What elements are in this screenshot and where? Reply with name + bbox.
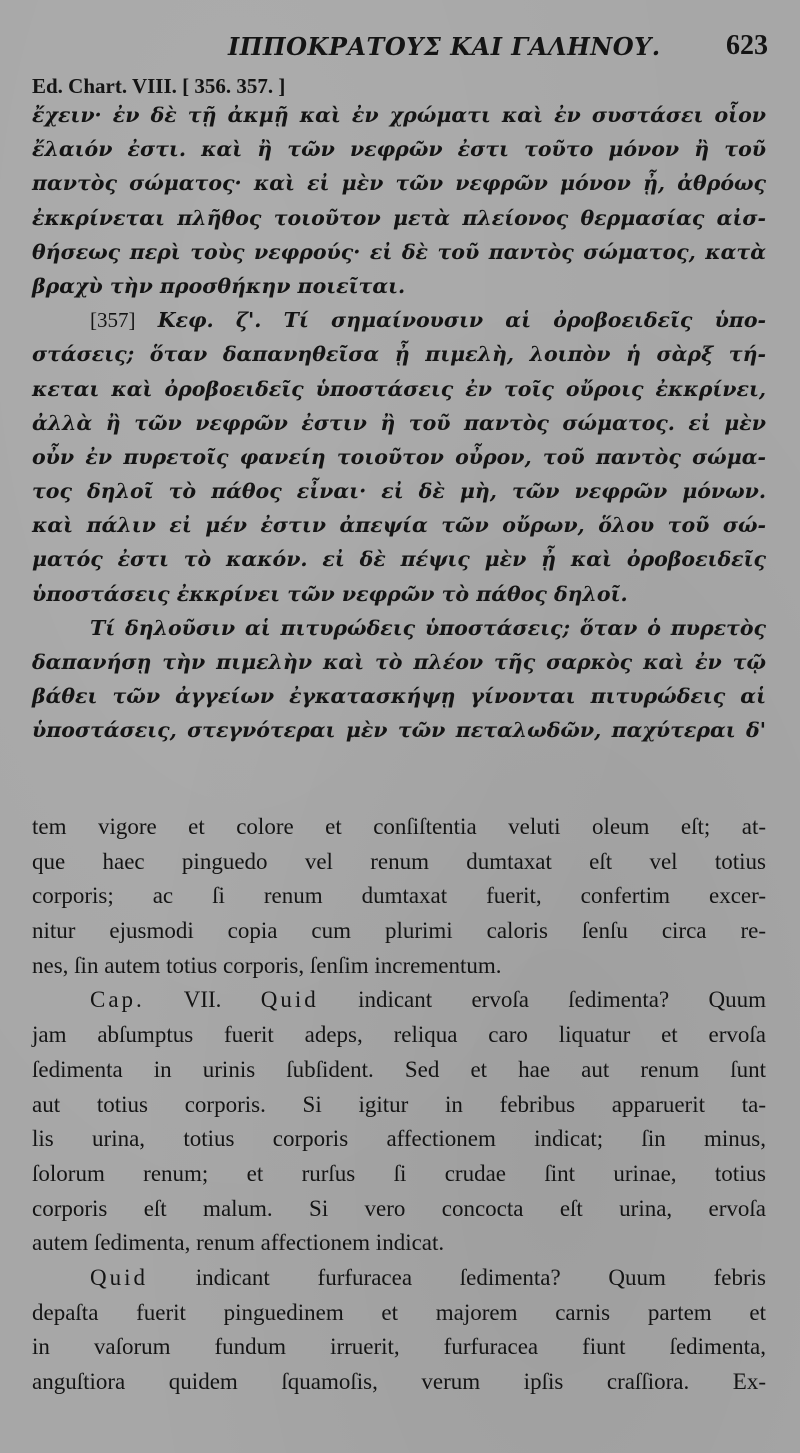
latin-line: ſolorum renum; et rurſus ſi crudae ſint urinae, totius [32, 1160, 766, 1186]
latin-line: nes, ſin autem totius corporis, ſenſim incrementum. [32, 952, 502, 978]
chapter-number: VII. [144, 987, 261, 1013]
greek-line: καὶ πάλιν εἰ μέν ἐστιν ἀπεψία τῶν οὔρων, ὅλου τοῦ σώ- [32, 513, 766, 538]
page-reference-marker: [357] [90, 308, 136, 333]
greek-text-block [32, 98, 766, 748]
edition-reference: Ed. Chart. VIII. [ 356. 357. ] [32, 74, 286, 98]
chapter-label: Cap. [90, 987, 145, 1013]
greek-line: ἔλαιόν ἐστι. καὶ ἢ τῶν νεφρῶν ἐστι τοῦτο μόνον ἢ τοῦ [32, 137, 766, 162]
latin-chapter-heading-line [32, 983, 766, 1018]
latin-text-block [32, 810, 766, 1400]
greek-line: Τί δηλοῦσιν αἱ πιτυρώδεις ὑποστάσεις; ὅταν ὁ πυρετὸς [90, 615, 766, 640]
latin-line: corporis eſt malum. Si vero concocta eſt urina, ervoſa [32, 1195, 766, 1221]
greek-line: παντὸς σώματος· καὶ εἰ μὲν τῶν νεφρῶν μόνον ᾖ, ἀθρόως [32, 171, 766, 196]
greek-line: θήσεως περὶ τοὺς νεφρούς· εἰ δὲ τοῦ παντὸς σώματος, κατὰ [32, 239, 766, 264]
latin-line: autem ſedimenta, renum affectionem indicat. [32, 1230, 445, 1256]
latin-line: nitur ejusmodi copia cum plurimi caloris ſenſu circa re- [32, 918, 766, 944]
greek-line: στάσεις; ὅταν δαπανηθεῖσα ᾖ πιμελὴ, λοιπὸν ἡ σὰρξ τή- [32, 342, 766, 367]
greek-line: ὑποστάσεις, στεγνότεραι μὲν τῶν πεταλωδῶν, παχύτεραι δ' [32, 718, 766, 743]
question-lead-word: Quid [90, 1264, 148, 1290]
greek-line: βραχὺ τὴν προσθήκην ποιεῖται. [32, 273, 406, 298]
question-text: indicant ervoſa ſedimenta? Quum [318, 987, 766, 1013]
greek-chapter-heading-line [32, 303, 766, 337]
latin-line: anguſtiora quidem ſquamoſis, verum ipſis craſſiora. Ex- [32, 1369, 766, 1394]
latin-line: que haec pinguedo vel renum dumtaxat eſt vel totius [32, 848, 766, 874]
greek-line: δαπανήσῃ τὴν πιμελὴν καὶ τὸ πλέον τῆς σαρκὸς καὶ ἐν τῷ [32, 650, 766, 674]
greek-line: τος δηλοῖ τὸ πάθος εἶναι· εἰ δὲ μὴ, τῶν νεφρῶν μόνων. [32, 479, 766, 504]
greek-line: ἔχειν· ἐν δὲ τῇ ἀκμῇ καὶ ἐν χρώματι καὶ ἐν συστάσει οἷον [32, 103, 766, 127]
latin-line: ſedimenta in urinis ſubſident. Sed et hae aut renum ſunt [32, 1056, 766, 1082]
greek-line: οὖν ἐν πυρετοῖς φανείη τοιοῦτον οὖρον, τοῦ παντὸς σώμα- [32, 444, 766, 469]
greek-line: ἐκκρίνεται πλῆθος τοιοῦτον μετὰ πλείονος θερμασίας αἰσ- [32, 205, 766, 230]
greek-chapter-text: Κεφ. ζ'. Τί σημαίνουσιν αἱ ὀροβοειδεῖς ὑπο- [157, 308, 766, 333]
latin-line: corporis; ac ſi renum dumtaxat fuerit, confertim excer- [32, 883, 766, 909]
latin-line: aut totius corporis. Si igitur in febribus apparuerit ta- [32, 1091, 766, 1117]
greek-line: κεται καὶ ὀροβοειδεῖς ὑποστάσεις ἐν τοῖς οὔροις ἐκκρίνει, [32, 376, 766, 401]
question-lead-word: Quid [260, 987, 319, 1013]
greek-line: ἀλλὰ ἢ τῶν νεφρῶν ἐστιν ἢ τοῦ παντὸς σώματος. εἰ μὲν [32, 410, 766, 435]
greek-line: ὑποστάσεις ἐκκρίνει τῶν νεφρῶν τὸ πάθος δηλοῖ. [32, 581, 628, 606]
question-text: indicant furfuracea ſedimenta? Quum febris [148, 1264, 766, 1290]
greek-line: βάθει τῶν ἀγγείων ἐγκατασκήψῃ γίνονται πιτυρώδεις αἱ [32, 684, 766, 709]
latin-question-line [32, 1261, 766, 1296]
latin-line: tem vigore et colore et conſiſtentia veluti oleum eſt; at- [32, 814, 766, 839]
latin-line: lis urina, totius corporis affectionem indicat; ſin minus, [32, 1126, 766, 1152]
running-title: ΙΠΠΟΚΡΑΤΟΥΣ ΚΑΙ ΓΑΛΗΝΟΥ. [228, 32, 661, 61]
greek-line: ματός ἐστι τὸ κακόν. εἰ δὲ πέψις μὲν ᾖ καὶ ὀροβοειδεῖς [32, 547, 766, 572]
latin-line: jam abſumptus fuerit adeps, reliqua caro liquatur et ervoſa [32, 1022, 766, 1048]
page-number: 623 [726, 30, 768, 61]
latin-line: in vaſorum fundum irruerit, furfuracea fiunt ſedimenta, [32, 1334, 766, 1360]
page-header [32, 26, 772, 70]
latin-line: depaſta fuerit pinguedinem et majorem carnis partem et [32, 1299, 766, 1325]
